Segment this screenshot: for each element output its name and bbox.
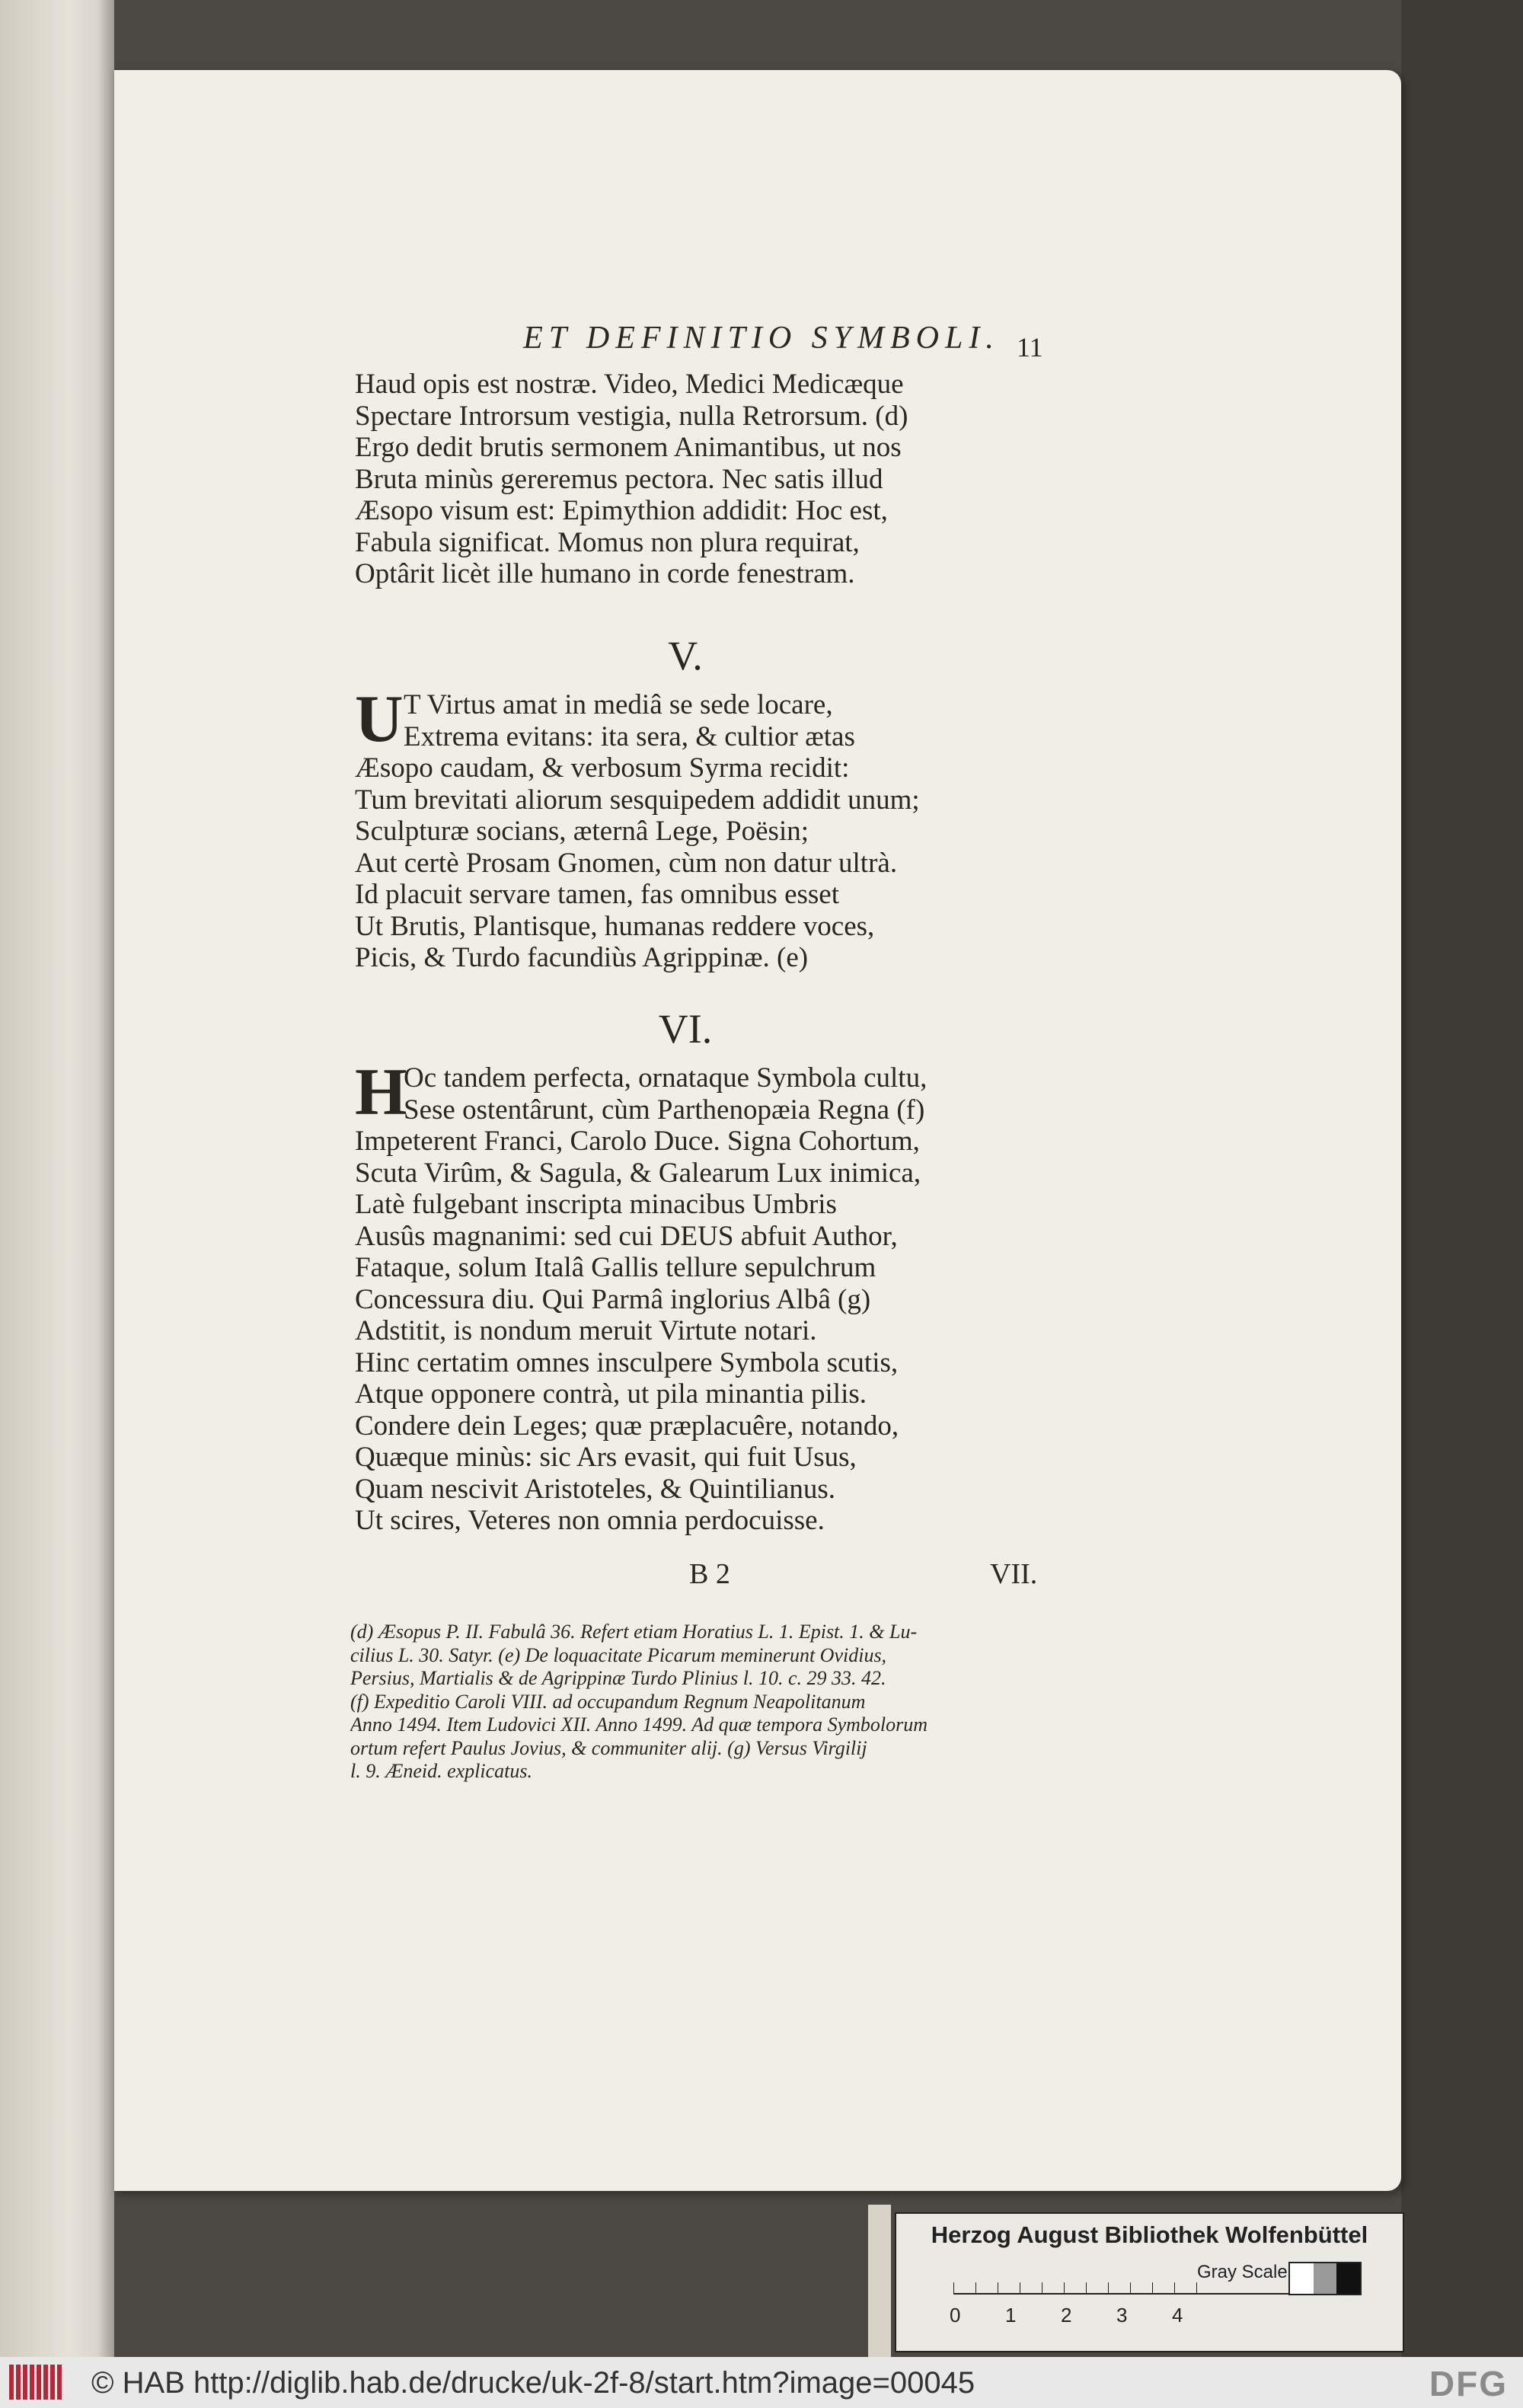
footnote-line: cilius L. 30. Satyr. (e) De loquacitate Picarum meminerunt Ovidius,: [350, 1643, 887, 1666]
verse-line: Ausûs magnanimi: sed cui DEUS abfuit Author,: [355, 1220, 898, 1252]
catchword: VII.: [990, 1558, 1038, 1590]
drop-cap-h: H: [355, 1055, 407, 1129]
ruler-numbers: [950, 2304, 1315, 2334]
grayscale-label: Gray Scale: [1197, 2262, 1288, 2282]
verse-line: Optârit licèt ille humano in corde fenestram.: [355, 558, 855, 589]
verse-line: Ut scires, Veteres non omnia perdocuisse.: [355, 1505, 825, 1536]
verse-block-2: [355, 682, 1086, 974]
footnote-line: Persius, Martialis & de Agrippinæ Turdo Plinius l. 10. c. 29 33. 42.: [350, 1667, 886, 1689]
footnote-line: ortum refert Paulus Jovius, & communiter alij. (g) Versus Virgilij: [350, 1736, 867, 1759]
verse-line: Hinc certatim omnes insculpere Symbola scutis,: [355, 1346, 899, 1378]
footnote-line: (f) Expeditio Caroli VIII. ad occupandum Regnum Neapolitanum: [350, 1690, 866, 1713]
ruler-number: 0: [950, 2304, 961, 2327]
verse-line: Sese ostentârunt, cùm Parthenopæia Regna (f): [404, 1094, 925, 1126]
verse-line: Latè fulgebant inscripta minacibus Umbris: [355, 1189, 837, 1220]
verse-line: Æsopo visum est: Epimythion addidit: Hoc est,: [355, 495, 888, 526]
drop-cap-u: U: [355, 682, 404, 756]
facing-page-edge: [0, 0, 114, 2357]
verse-line: Aut certè Prosam Gnomen, cùm non datur ultrà.: [355, 847, 898, 879]
verse-line: Bruta minùs gereremus pectora. Nec satis illud: [355, 463, 883, 495]
signature-mark: B 2: [689, 1558, 730, 1590]
verse-line: Sculpturæ socians, æternâ Lege, Poësin;: [355, 816, 809, 847]
section-heading-v: V.: [668, 633, 703, 679]
color-calibration-card: [895, 2212, 1404, 2352]
verse-line: Concessura diu. Qui Parmâ inglorius Albâ (g): [355, 1283, 871, 1315]
dfg-logo: DFG: [1429, 2364, 1508, 2403]
verse-line: Ut Brutis, Plantisque, humanas reddere voces,: [355, 910, 875, 942]
verse-line: Fabula significat. Momus non plura requirat,: [355, 526, 860, 558]
verse-line: Id placuit servare tamen, fas omnibus esset: [355, 879, 839, 910]
verse-line: Haud opis est nostræ. Video, Medici Medicæque: [355, 369, 904, 400]
grayscale-swatch: [1288, 2262, 1362, 2295]
verse-line: Picis, & Turdo facundiùs Agrippinæ. (e): [355, 942, 809, 973]
ruler-number: 2: [1061, 2304, 1072, 2327]
verse-line: T Virtus amat in mediâ se sede locare,: [404, 689, 833, 720]
footnote-line: (d) Æsopus P. II. Fabulâ 36. Refert etiam Horatius L. 1. Epist. 1. & Lu-: [350, 1621, 918, 1643]
page-number: 11: [1017, 332, 1043, 362]
verse-line: Scuta Virûm, & Sagula, & Galearum Lux inimica,: [355, 1157, 921, 1189]
footnotes: [350, 1621, 1051, 1784]
verse-block-1: [355, 369, 1086, 590]
verse-line: Æsopo caudam, & verbosum Syrma recidit:: [355, 752, 850, 784]
verse-line: Tum brevitati aliorum sesquipedem addidit unum;: [355, 784, 920, 816]
verse-block-3: [355, 1055, 1086, 1537]
footnote-line: Anno 1494. Item Ludovici XII. Anno 1499. Ad quæ tempora Symbolorum: [350, 1713, 928, 1736]
verse-line: Quam nescivit Aristoteles, & Quintilianus.: [355, 1473, 835, 1505]
ruler-number: 4: [1172, 2304, 1183, 2327]
verse-line: Ergo dedit brutis sermonem Animantibus, ut nos: [355, 432, 902, 463]
verse-line: Spectare Introrsum vestigia, nulla Retrorsum. (d): [355, 400, 908, 432]
verse-line: Adstitit, is nondum meruit Virtute notari.: [355, 1315, 817, 1346]
footer-url[interactable]: © HAB http://diglib.hab.de/drucke/uk-2f-8/start.htm?image=00045: [91, 2366, 975, 2400]
footnote-line: l. 9. Æneid. explicatus.: [350, 1760, 533, 1782]
background-right: [1401, 0, 1523, 2357]
section-heading-vi: VI.: [658, 1006, 713, 1052]
verse-line: Condere dein Leges; quæ præplacuêre, notando,: [355, 1410, 899, 1442]
verse-line: Oc tandem perfecta, ornataque Symbola cultu,: [404, 1062, 928, 1094]
running-head: ET DEFINITIO SYMBOLI.: [523, 321, 1000, 356]
page-edge-under: [868, 2205, 891, 2357]
library-name: Herzog August Bibliothek Wolfenbüttel: [931, 2221, 1368, 2248]
verse-line: Impeterent Franci, Carolo Duce. Signa Cohortum,: [355, 1126, 920, 1157]
ruler-number: 3: [1116, 2304, 1128, 2327]
hab-logo-icon: [9, 2365, 62, 2400]
verse-line: Atque opponere contrà, ut pila minantia pilis.: [355, 1378, 867, 1410]
ruler-number: 1: [1005, 2304, 1017, 2327]
verse-line: Extrema evitans: ita sera, & cultior ætas: [404, 720, 855, 752]
verse-line: Fataque, solum Italâ Gallis tellure sepulchrum: [355, 1252, 876, 1283]
footer-bar: [0, 2357, 1523, 2408]
verse-line: Quæque minùs: sic Ars evasit, qui fuit Usus,: [355, 1442, 857, 1473]
